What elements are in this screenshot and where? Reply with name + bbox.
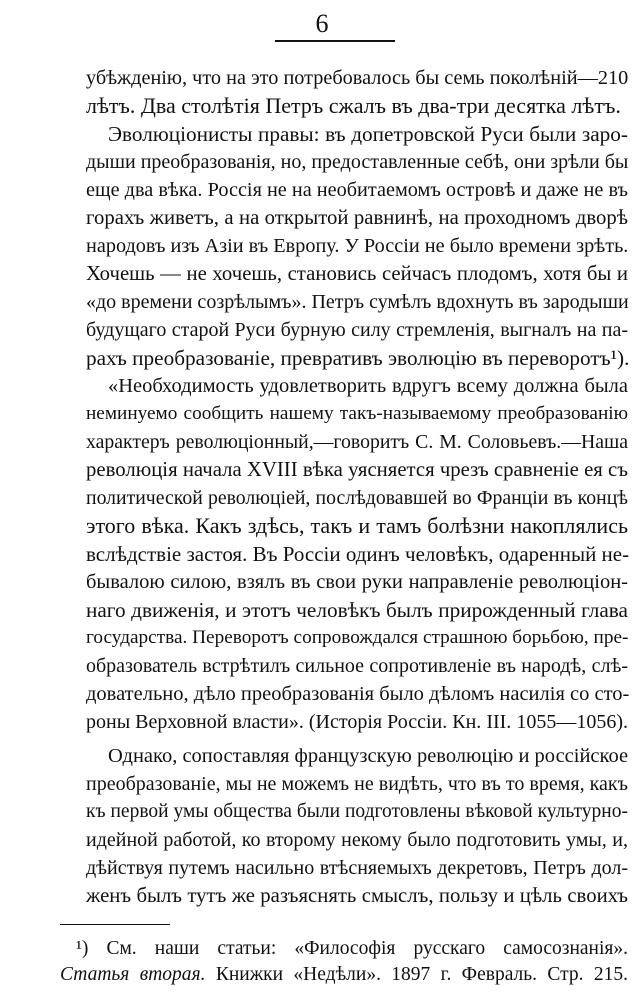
body-line: довательно, дѣло преобразованія было дѣломъ насилія со сто-: [86, 683, 630, 705]
footnote-article-title: Статья вторая.: [60, 964, 206, 985]
body-line: женъ былъ тутъ же разъяснять смыслъ, пользу и цѣль своихъ: [86, 885, 628, 907]
body-line: народовъ изъ Азіи въ Европу. У Россіи не было времени зрѣть.: [86, 235, 629, 257]
body-line: дѣйствуя путемъ насильно втѣсняемыхъ декретовъ, Петръ дол-: [86, 857, 628, 879]
body-line: государства. Переворотъ сопровождался страшною борьбою, пре-: [86, 627, 629, 648]
body-line: политической революціей, послѣдовавшей во Франціи въ концѣ: [86, 487, 628, 509]
body-line: Эволюціонисты правы: въ допетровской Руси были заро-: [108, 122, 628, 146]
body-line: Хочешь — не хочешь, становись сейчасъ плодомъ, хотя бы и: [86, 263, 628, 285]
body-line: характеръ революціонный,—говоритъ С. М. Соловьевъ.—Наша: [86, 431, 628, 453]
body-line: еще два вѣка. Россія не на необитаемомъ островѣ и даже не въ: [86, 179, 628, 201]
body-line: будущаго старой Руси бурную силу стремленія, выгналъ на па-: [86, 319, 628, 341]
body-line: горахъ живетъ, а на открытой равнинѣ, на проходномъ дворѣ: [86, 207, 628, 229]
body-line: образователь встрѣтилъ сильное сопротивленіе въ народѣ, слѣ-: [86, 655, 628, 677]
body-line: революція начала XVIII вѣка уясняется чрезъ сравненіе ея съ: [86, 459, 628, 481]
body-line: къ первой умы общества были подготовлены вѣковой культурно-: [86, 801, 628, 822]
body-line: идейной работой, ко второму некому было подготовить умы, и,: [86, 829, 628, 851]
footnote-rule: [60, 924, 170, 925]
body-line: вслѣдствіе застоя. Въ Россіи одинъ человѣкъ, одаренный не-: [86, 542, 630, 566]
footnote-line: [60, 962, 628, 988]
body-line: этого вѣка. Какъ здѣсь, такъ и тамъ болѣзни накоплялись: [86, 513, 628, 538]
body-line: дыши преобразованія, но, предоставленные себѣ, они зрѣли бы: [86, 151, 629, 173]
body-line: рахъ преобразованіе, превративъ эволюцію въ переворотъ¹).: [86, 346, 630, 370]
page-number-rule: [275, 40, 395, 42]
body-line: убѣжденію, что на это потребовалось бы семь поколѣній—210: [86, 67, 629, 89]
body-line: «до времени созрѣлымъ». Петръ сумѣлъ вдохнуть въ зародыши: [86, 291, 629, 313]
body-line: лѣтъ. Два столѣтія Петръ сжалъ въ два-три десятка лѣтъ.: [86, 93, 621, 118]
body-line: наго движенія, и этотъ человѣкъ былъ прирожденный глава: [86, 598, 628, 622]
page-number: 6: [315, 9, 329, 38]
footnote-source: Книжки «Недѣли». 1897 г. Февраль. Стр. 215.: [205, 964, 628, 985]
body-line: неминуемо сообщить нашему такъ-называемому преобразованію: [86, 403, 628, 424]
body-line: «Необходимость удовлетворить вдругъ всему должна была: [108, 375, 628, 397]
body-line: бывалою силою, взялъ въ свои руки направленіе революціон-: [86, 571, 628, 593]
footnote-line: ¹) См. наши статьи: «Философія русскаго самосознанія».: [76, 938, 628, 959]
body-line: Однако, сопоставляя французскую революцію и россійское: [108, 745, 629, 767]
body-line: преобразованіе, мы не можемъ не видѣть, что въ то время, какъ: [86, 773, 628, 795]
body-line: роны Верховной власти». (Исторія Россіи. Кн. III. 1055—1056).: [86, 711, 628, 733]
